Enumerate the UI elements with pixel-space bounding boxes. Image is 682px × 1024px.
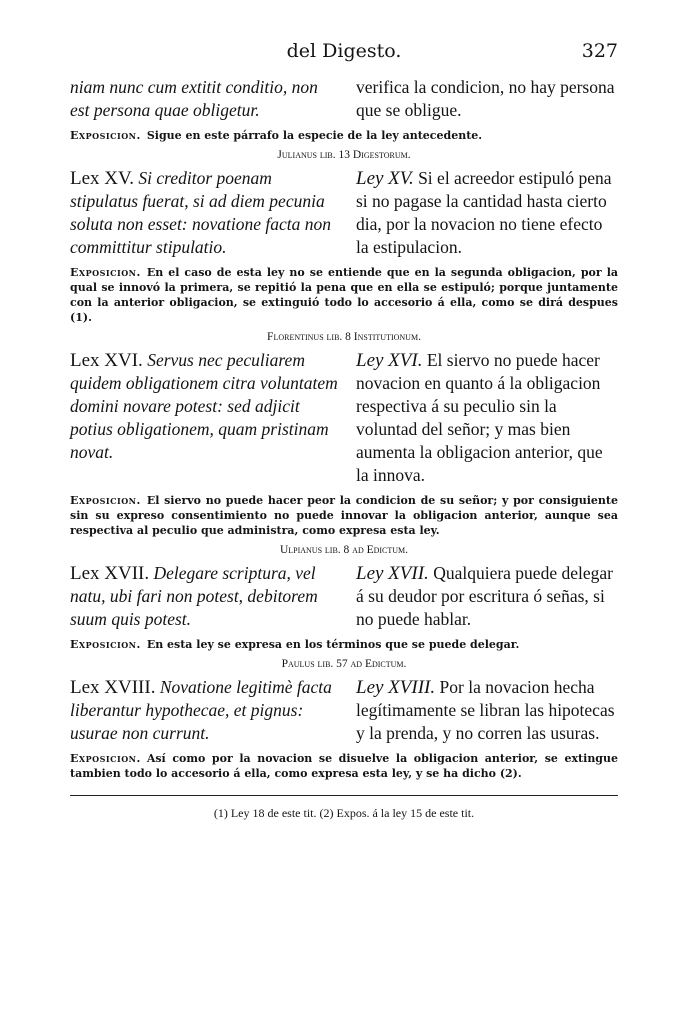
latin-text xyxy=(70,349,340,487)
exposicion-label: Exposicion. xyxy=(70,638,141,651)
law-exposicion xyxy=(70,493,618,538)
spanish-law-number: Ley XVIII. xyxy=(356,677,436,698)
exposicion-text: El siervo no puede hacer peor la condicion de su señor; y por consiguiente sin su expreso consentimiento no puede innovar la obligacion anterior, aunque sea respectiva al peculio que administra, como expresa esta ley. xyxy=(70,494,618,537)
latin-text xyxy=(70,167,340,259)
spanish-law-body: Si el acreedor estipuló pena si no pagase la cantidad hasta cierto dia, por la novacion no tiene efecto la estipulacion. xyxy=(356,168,612,257)
footnote-rule xyxy=(70,795,618,796)
spanish-text xyxy=(356,167,618,259)
law-exposicion xyxy=(70,751,618,781)
spanish-text xyxy=(356,349,618,487)
intro-spanish: verifica la condicion, no hay persona que se obligue. xyxy=(356,77,615,120)
spanish-law-number: Ley XVI. xyxy=(356,350,423,371)
latin-law-body: Delegare scriptura, vel natu, ubi fari non potest, debitorem suum quis potest. xyxy=(70,563,318,629)
exposicion-label: Exposicion. xyxy=(70,129,141,142)
latin-law-number: Lex XV. xyxy=(70,168,135,189)
spanish-law-number: Ley XV. xyxy=(356,168,414,189)
intro-block xyxy=(70,76,618,143)
law-exposicion xyxy=(70,265,618,325)
latin-law-number: Lex XVII. xyxy=(70,563,150,584)
law-source: Paulus lib. 57 ad Edictum. xyxy=(281,658,407,670)
spanish-law-number: Ley XVII. xyxy=(356,563,429,584)
spanish-law-body: El siervo no puede hacer novacion en quanto á la obligacion respectiva á su peculio sin la voluntad del señor; y mas bien aumenta la obligacion anterior, que la innova. xyxy=(356,350,603,485)
spanish-text xyxy=(356,676,618,745)
exposicion-label: Exposicion. xyxy=(70,752,141,765)
latin-law-number: Lex XVI. xyxy=(70,350,143,371)
latin-text xyxy=(70,562,340,631)
law-16 xyxy=(70,331,618,538)
running-title: del Digesto. xyxy=(286,40,402,62)
law-source: Julianus lib. 13 Digestorum. xyxy=(277,149,411,161)
law-15 xyxy=(70,149,618,325)
intro-latin: niam nunc cum extitit conditio, non est persona quae obligetur. xyxy=(70,77,318,120)
footnotes: (1) Ley 18 de este tit. (2) Expos. á la ley 15 de este tit. xyxy=(213,806,475,820)
spanish-law-body: Qualquiera puede delegar á su deudor por escritura ó señas, si no puede hablar. xyxy=(356,563,613,629)
intro-exposicion xyxy=(70,128,618,143)
exposicion-text: Así como por la novacion se disuelve la obligacion anterior, se extingue tambien todo lo accesorio á ella, como expresa esta ley, y se ha dicho (2). xyxy=(70,752,618,780)
page-number: 327 xyxy=(581,40,618,62)
law-17 xyxy=(70,544,618,652)
page xyxy=(70,40,618,821)
spanish-text xyxy=(356,562,618,631)
law-source: Florentinus lib. 8 Institutionum. xyxy=(267,331,421,343)
exposicion-text: En esta ley se expresa en los términos que se puede delegar. xyxy=(146,638,520,651)
exposicion-label: Exposicion. xyxy=(70,494,141,507)
spanish-law-body: Por la novacion hecha legítimamente se libran las hipotecas y la prenda, y no corren las usuras. xyxy=(356,677,615,743)
latin-law-body: Novatione legitimè facta liberantur hypothecae, et pignus: usurae non currunt. xyxy=(70,677,332,743)
law-exposicion xyxy=(70,637,618,652)
latin-law-body: Servus nec peculiarem quidem obligationem citra voluntatem domini novare potest: sed adjicit potius obligationem, quam pristinam novat. xyxy=(70,350,338,462)
exposicion-text: Sigue en este párrafo la especie de la ley antecedente. xyxy=(146,129,483,142)
latin-law-body: Si creditor poenam stipulatus fuerat, si ad diem pecunia soluta non esset: novatione facta non committitur stipulatio. xyxy=(70,168,332,257)
latin-text xyxy=(70,676,340,745)
law-18 xyxy=(70,658,618,781)
running-head xyxy=(70,40,618,76)
latin-law-number: Lex XVIII. xyxy=(70,677,156,698)
law-source: Ulpianus lib. 8 ad Edictum. xyxy=(279,544,409,556)
exposicion-label: Exposicion. xyxy=(70,266,141,279)
exposicion-text: En el caso de esta ley no se entiende que en la segunda obligacion, por la qual se innovó la primera, se repitió la pena que en ella se estipuló; porque juntamente con la anterior obligacion, se extinguió todo lo accesorio á ella, como se dirá despues (1). xyxy=(70,266,618,324)
